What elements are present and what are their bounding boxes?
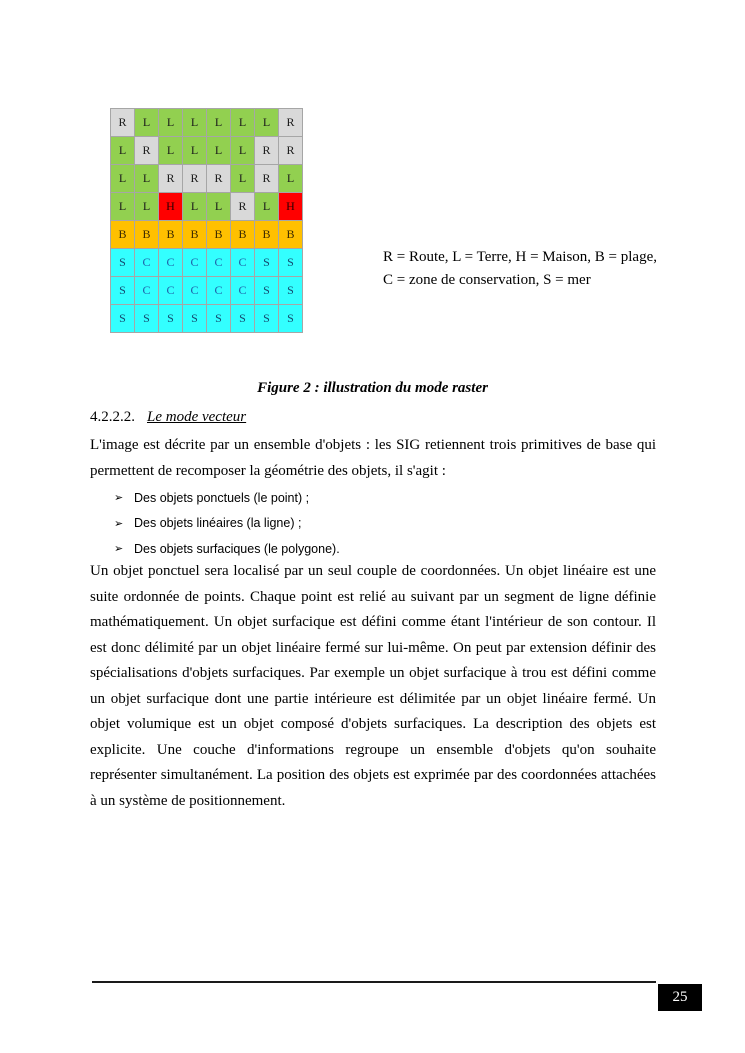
raster-cell: R	[279, 109, 302, 136]
list-item	[114, 536, 340, 562]
raster-cell: S	[111, 277, 134, 304]
raster-cell: C	[159, 249, 182, 276]
raster-cell: L	[135, 109, 158, 136]
raster-cell: S	[231, 305, 254, 332]
raster-cell: S	[279, 249, 302, 276]
list-item-text: Des objets surfaciques (le polygone).	[134, 541, 340, 556]
raster-cell: S	[255, 277, 278, 304]
footer-divider	[92, 981, 656, 983]
raster-cell: S	[279, 277, 302, 304]
raster-cell: C	[135, 277, 158, 304]
raster-cell: L	[231, 165, 254, 192]
raster-cell: C	[183, 249, 206, 276]
raster-grid	[110, 108, 303, 333]
bullet-list	[114, 485, 340, 562]
raster-cell: B	[111, 221, 134, 248]
raster-cell: R	[255, 137, 278, 164]
list-item	[114, 511, 340, 537]
raster-cell: L	[207, 193, 230, 220]
raster-cell: B	[255, 221, 278, 248]
section-title: Le mode vecteur	[147, 409, 247, 425]
raster-cell: L	[135, 193, 158, 220]
raster-cell: L	[159, 109, 182, 136]
raster-cell: L	[255, 193, 278, 220]
raster-legend	[383, 246, 673, 292]
page-number-badge	[658, 984, 702, 1011]
raster-cell: S	[255, 305, 278, 332]
raster-cell: L	[279, 165, 302, 192]
raster-cell: H	[279, 193, 302, 220]
raster-cell: C	[135, 249, 158, 276]
raster-cell: S	[111, 249, 134, 276]
raster-cell: L	[111, 193, 134, 220]
raster-cell: L	[255, 109, 278, 136]
raster-cell: C	[207, 277, 230, 304]
raster-cell: L	[111, 137, 134, 164]
paragraph-intro: L'image est décrite par un ensemble d'objets : les SIG retiennent trois primitives de base qui permettent de recomposer la géométrie des objets, il s'agit :	[90, 437, 656, 479]
raster-cell: L	[207, 137, 230, 164]
list-item-text: Des objets ponctuels (le point) ;	[134, 490, 310, 505]
raster-cell: R	[231, 193, 254, 220]
raster-cell: R	[255, 165, 278, 192]
figure-caption: Figure 2 : illustration du mode raster	[257, 380, 488, 396]
list-item-text: Des objets linéaires (la ligne) ;	[134, 516, 302, 531]
raster-cell: C	[183, 277, 206, 304]
arrow-bullet-icon: ➢	[114, 517, 124, 530]
raster-cell: L	[231, 109, 254, 136]
raster-cell: B	[279, 221, 302, 248]
arrow-bullet-icon: ➢	[114, 492, 124, 505]
raster-cell: C	[159, 277, 182, 304]
raster-cell: B	[207, 221, 230, 248]
legend-line-2: C = zone de conservation, S = mer	[383, 272, 591, 288]
paragraph-body: Un objet ponctuel sera localisé par un seul couple de coordonnées. Un objet linéaire est une suite ordonnée de points. Chaque point est relié au suivant par un segment de ligne définie mathématiquement. Un objet surfacique est défini comme étant l'intérieur de son contour. Il est donc délimité par un objet linéaire fermé sur lui-même. On peut par extension définir des spécialisations d'objets surfaciques. Par exemple un objet surfacique à trou est défini comme un objet surfacique dont une partie intérieure est délimitée par un objet linéaire fermé. Un objet volumique est un objet composé d'objets surfaciques. La description des objets est explicite. Une couche d'informations regroupe un ensemble d'objets qu'on souhaite représenter simultanément. La position des objets est exprimée par des coordonnées attachées à un système de positionnement.	[90, 563, 656, 809]
list-item	[114, 485, 340, 511]
raster-cell: B	[159, 221, 182, 248]
raster-cell: L	[159, 137, 182, 164]
page-number: 25	[672, 989, 688, 1005]
raster-cell: B	[183, 221, 206, 248]
raster-cell: H	[159, 193, 182, 220]
raster-cell: S	[111, 305, 134, 332]
raster-cell: C	[231, 277, 254, 304]
raster-cell: C	[231, 249, 254, 276]
section-number: 4.2.2.2.	[90, 409, 135, 425]
raster-cell: R	[111, 109, 134, 136]
raster-cell: L	[207, 109, 230, 136]
raster-cell: L	[183, 137, 206, 164]
raster-cell: S	[159, 305, 182, 332]
raster-cell: S	[135, 305, 158, 332]
raster-cell: S	[279, 305, 302, 332]
raster-cell: R	[159, 165, 182, 192]
arrow-bullet-icon: ➢	[114, 543, 124, 556]
legend-line-1: R = Route, L = Terre, H = Maison, B = plage,	[383, 249, 657, 265]
raster-cell: L	[183, 109, 206, 136]
raster-cell: L	[183, 193, 206, 220]
raster-cell: B	[231, 221, 254, 248]
raster-cell: R	[135, 137, 158, 164]
raster-cell: B	[135, 221, 158, 248]
raster-cell: R	[207, 165, 230, 192]
raster-cell: L	[135, 165, 158, 192]
raster-cell: S	[255, 249, 278, 276]
raster-cell: C	[207, 249, 230, 276]
raster-cell: L	[231, 137, 254, 164]
raster-cell: L	[111, 165, 134, 192]
section-heading	[90, 409, 246, 426]
raster-cell: R	[279, 137, 302, 164]
raster-cell: S	[207, 305, 230, 332]
raster-cell: S	[183, 305, 206, 332]
raster-cell: R	[183, 165, 206, 192]
